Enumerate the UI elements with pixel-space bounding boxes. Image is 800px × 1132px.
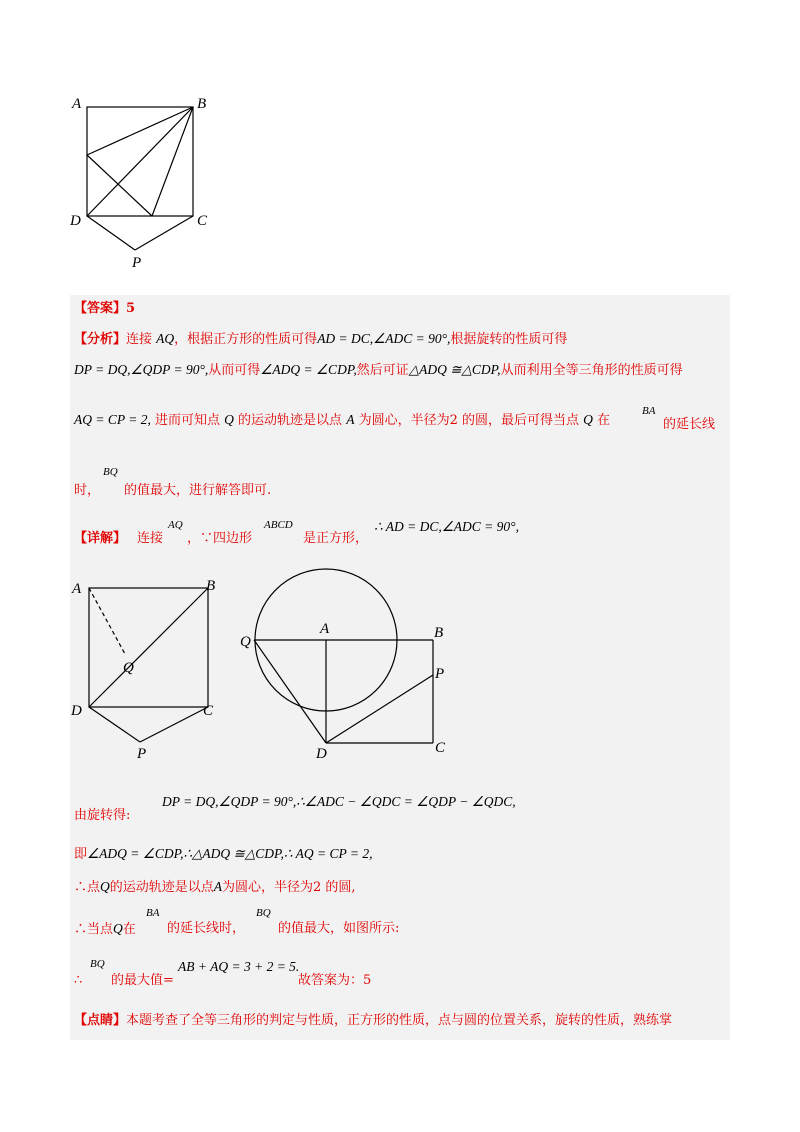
- math: DP = DQ,∠QDP = 90°,: [74, 362, 209, 377]
- segment-aq-dashed: [89, 588, 125, 654]
- math-sup: AQ: [168, 519, 183, 531]
- text: 是正方形，: [303, 531, 369, 546]
- math: AQ = CP = 2,: [74, 412, 151, 427]
- comment-line: [74, 1012, 672, 1030]
- math: AB + AQ = 3 + 2 = 5.: [178, 959, 300, 974]
- math-sup: BQ: [256, 907, 271, 919]
- math: Q: [583, 412, 593, 427]
- text: 故答案为：5: [298, 973, 372, 988]
- text: 的运动轨迹是以点: [238, 413, 343, 428]
- segment-qd: [254, 640, 326, 743]
- label-p: P: [435, 666, 445, 682]
- label-d: D: [71, 703, 82, 719]
- math: ∠ADQ = ∠CDP,∴△ADQ ≅△CDP,∴ AQ = CP = 2,: [87, 846, 373, 861]
- text: 为圆心，半径为2 的圆,: [222, 880, 356, 895]
- label-d: D: [316, 746, 327, 762]
- figure-left: [68, 572, 238, 767]
- math: DP = DQ,∠QDP = 90°,∴∠ADC − ∠QDC = ∠QDP − ∠QDC,: [162, 794, 516, 809]
- math: Q: [113, 921, 123, 936]
- math: A: [213, 879, 223, 894]
- text: 为圆心，半径为2 的圆，最后可得当点: [358, 413, 579, 428]
- segment-cp: [140, 707, 208, 742]
- text: ∴: [74, 973, 83, 988]
- step-ji: [74, 845, 372, 864]
- analysis-line-2: [74, 361, 683, 380]
- text: 连接: [126, 332, 153, 347]
- step-when: [74, 920, 136, 939]
- math: △ADQ ≅△CDP,: [408, 362, 501, 377]
- analysis-line-1: [74, 330, 567, 349]
- figure-square-abcd-top: [60, 90, 220, 275]
- answer-value: 5: [126, 301, 136, 316]
- label-c: C: [197, 213, 208, 229]
- math: ∠ADQ = ∠CDP,: [260, 362, 357, 377]
- text: 在: [597, 413, 611, 428]
- analysis-tag: 【分析】: [74, 332, 127, 347]
- answer-tag: 【答案】: [74, 301, 127, 316]
- label-p: P: [132, 255, 142, 271]
- math-sup: BQ: [103, 466, 118, 478]
- label-b: B: [434, 625, 444, 641]
- segment-dp: [89, 707, 140, 742]
- label-b: B: [206, 578, 216, 594]
- label-a: A: [72, 96, 82, 112]
- comment-tag: 【点睛】: [74, 1013, 127, 1028]
- label-q: Q: [240, 634, 251, 650]
- text: 在: [122, 922, 136, 937]
- text: 进而可知点: [155, 413, 221, 428]
- text: 的值最大，如图所示:: [278, 921, 400, 936]
- segment-db: [89, 588, 208, 707]
- math-sup: BQ: [90, 958, 105, 970]
- label-c: C: [435, 740, 446, 756]
- answer-line: [74, 300, 135, 318]
- label-c: C: [203, 703, 214, 719]
- text: 从而利用全等三角形的性质可得: [500, 363, 683, 378]
- text: 的运动轨迹是以点: [109, 880, 214, 895]
- math: ∴ AD = DC,∠ADC = 90°,: [374, 519, 519, 534]
- segment: [87, 107, 193, 216]
- math-sup: BA: [146, 907, 160, 919]
- math-sup: BA: [642, 405, 656, 417]
- label-a: A: [72, 581, 82, 597]
- text: 的最大值=: [111, 973, 174, 988]
- text: 由旋转得:: [74, 808, 131, 823]
- label-q: Q: [123, 660, 134, 676]
- analysis-line-3: [74, 411, 610, 430]
- text: ，根据正方形的性质可得: [174, 332, 318, 347]
- text: ∴当点: [74, 922, 114, 937]
- math: Q: [224, 412, 234, 427]
- label-b: B: [197, 96, 207, 112]
- text: ∴点: [74, 880, 101, 895]
- math-sup: ABCD: [264, 519, 293, 531]
- text: 然后可证: [356, 363, 409, 378]
- text: 从而可得: [208, 363, 261, 378]
- text: 的延长线: [663, 417, 716, 432]
- math: AD = DC,∠ADC = 90°,: [317, 331, 451, 346]
- comment-text: 本题考查了全等三角形的判定与性质，正方形的性质，点与圆的位置关系，旋转的性质，熟练掌: [126, 1013, 673, 1028]
- text: 的延长线时，: [167, 921, 246, 936]
- text: ，∵四边形: [187, 531, 253, 546]
- segment: [87, 155, 152, 216]
- detail-tag: 【详解】: [74, 531, 127, 546]
- segment: [87, 216, 135, 250]
- text: 连接: [137, 531, 164, 546]
- figure-right: [236, 565, 456, 765]
- text: 时，: [74, 483, 101, 498]
- text: 根据旋转的性质可得: [450, 332, 568, 347]
- label-a: A: [320, 621, 330, 637]
- math: AQ: [156, 331, 175, 346]
- text: 的值最大，进行解答即可.: [124, 483, 272, 498]
- step-locus: [74, 878, 356, 897]
- text: 即: [74, 847, 88, 862]
- segment: [135, 216, 193, 250]
- math: Q: [100, 879, 110, 894]
- label-d: D: [70, 213, 81, 229]
- label-p: P: [137, 746, 147, 762]
- math: A: [346, 412, 355, 427]
